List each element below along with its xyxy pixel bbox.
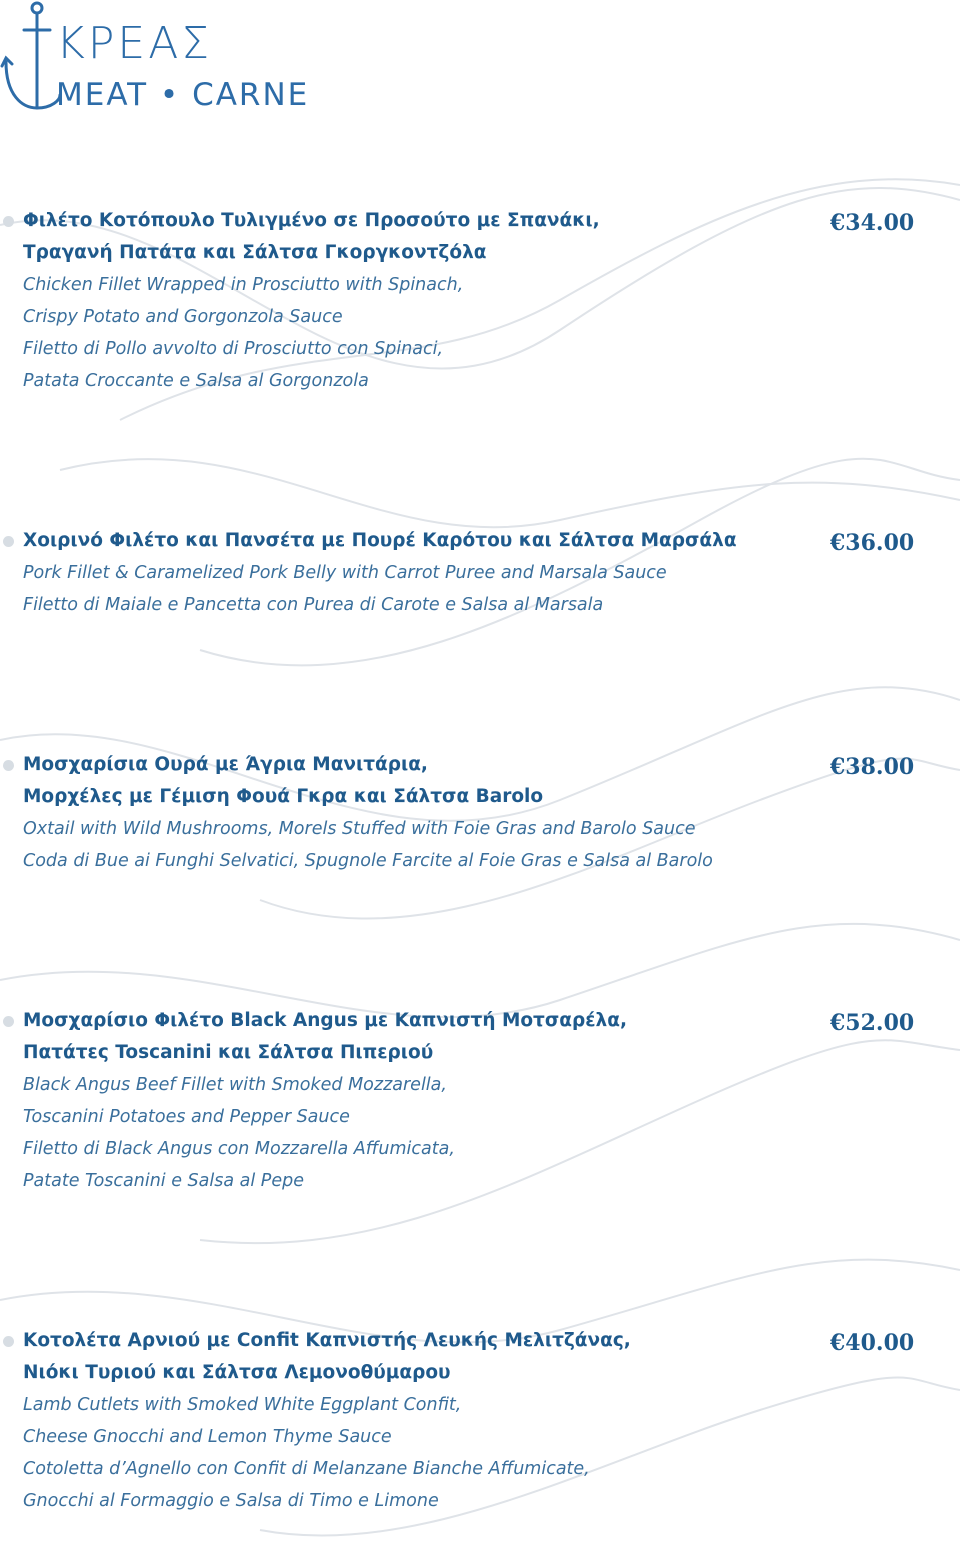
dish-price: €36.00	[830, 530, 915, 556]
bullet-icon	[3, 216, 14, 227]
dish-description	[23, 525, 813, 621]
dish-description	[23, 749, 813, 877]
bullet-icon	[3, 1336, 14, 1347]
dish-line-gr: Μοσχαρίσιο Φιλέτο Black Angus με Καπνιστή Μοτσαρέλα,	[23, 1010, 627, 1031]
brand-subtitle: MEAT • CARNE	[56, 77, 310, 113]
dish-line-gr: Μορχέλες με Γέμιση Φουά Γκρα και Σάλτσα Barolo	[23, 786, 544, 807]
dish-line-it: Filetto di Black Angus con Mozzarella Affumicata,	[23, 1139, 455, 1159]
dish-line-it: Gnocchi al Formaggio e Salsa di Timo e Limone	[23, 1491, 439, 1511]
dish-line-it: Filetto di Maiale e Pancetta con Purea di Carote e Salsa al Marsala	[23, 595, 604, 615]
dish-line-en: Cheese Gnocchi and Lemon Thyme Sauce	[23, 1427, 392, 1447]
dish-line-gr: Νιόκι Τυριού και Σάλτσα Λεμονοθύμαρου	[23, 1362, 451, 1383]
dish-line-gr: Χοιρινό Φιλέτο και Πανσέτα με Πουρέ Καρότου και Σάλτσα Μαρσάλα	[23, 530, 737, 551]
dish-line-gr: Πατάτες Toscanini και Σάλτσα Πιπεριού	[23, 1042, 434, 1063]
dish-price: €34.00	[830, 210, 915, 236]
dish-line-it: Coda di Bue ai Funghi Selvatici, Spugnole Farcite al Foie Gras e Salsa al Barolo	[23, 851, 713, 871]
dish-line-gr: Μοσχαρίσια Ουρά με Άγρια Μανιτάρια,	[23, 754, 428, 775]
dish-price: €40.00	[830, 1330, 915, 1356]
dish-line-en: Chicken Fillet Wrapped in Prosciutto with Spinach,	[23, 275, 464, 295]
dish-line-en: Oxtail with Wild Mushrooms, Morels Stuffed with Foie Gras and Barolo Sauce	[23, 819, 696, 839]
dish-line-it: Patata Croccante e Salsa al Gorgonzola	[23, 371, 369, 391]
dish-line-it: Cotoletta d’Agnello con Confit di Melanzane Bianche Affumicate,	[23, 1459, 590, 1479]
dish-description	[23, 205, 813, 397]
anchor-icon	[0, 0, 60, 120]
bullet-icon	[3, 536, 14, 547]
dish-line-gr: Φιλέτο Κοτόπουλο Τυλιγμένο σε Προσούτο με Σπανάκι,	[23, 210, 600, 231]
dish-description	[23, 1325, 813, 1517]
brand-logo	[0, 0, 340, 120]
dish-line-en: Black Angus Beef Fillet with Smoked Mozzarella,	[23, 1075, 447, 1095]
dish-line-en: Crispy Potato and Gorgonzola Sauce	[23, 307, 343, 327]
dish-line-en: Lamb Cutlets with Smoked White Eggplant Confit,	[23, 1395, 462, 1415]
dish-line-en: Pork Fillet & Caramelized Pork Belly with Carrot Puree and Marsala Sauce	[23, 563, 667, 583]
brand-title: ΚΡΕΑΣ	[56, 18, 213, 69]
bullet-icon	[3, 1016, 14, 1027]
dish-description	[23, 1005, 813, 1197]
bullet-icon	[3, 760, 14, 771]
dish-line-gr: Κοτολέτα Αρνιού με Confit Καπνιστής Λευκής Μελιτζάνας,	[23, 1330, 631, 1351]
dish-price: €52.00	[830, 1010, 915, 1036]
dish-line-it: Patate Toscanini e Salsa al Pepe	[23, 1171, 304, 1191]
dish-line-gr: Τραγανή Πατάτα και Σάλτσα Γκοργκοντζόλα	[23, 242, 487, 263]
dish-line-en: Toscanini Potatoes and Pepper Sauce	[23, 1107, 350, 1127]
dish-line-it: Filetto di Pollo avvolto di Prosciutto con Spinaci,	[23, 339, 444, 359]
dish-price: €38.00	[830, 754, 915, 780]
